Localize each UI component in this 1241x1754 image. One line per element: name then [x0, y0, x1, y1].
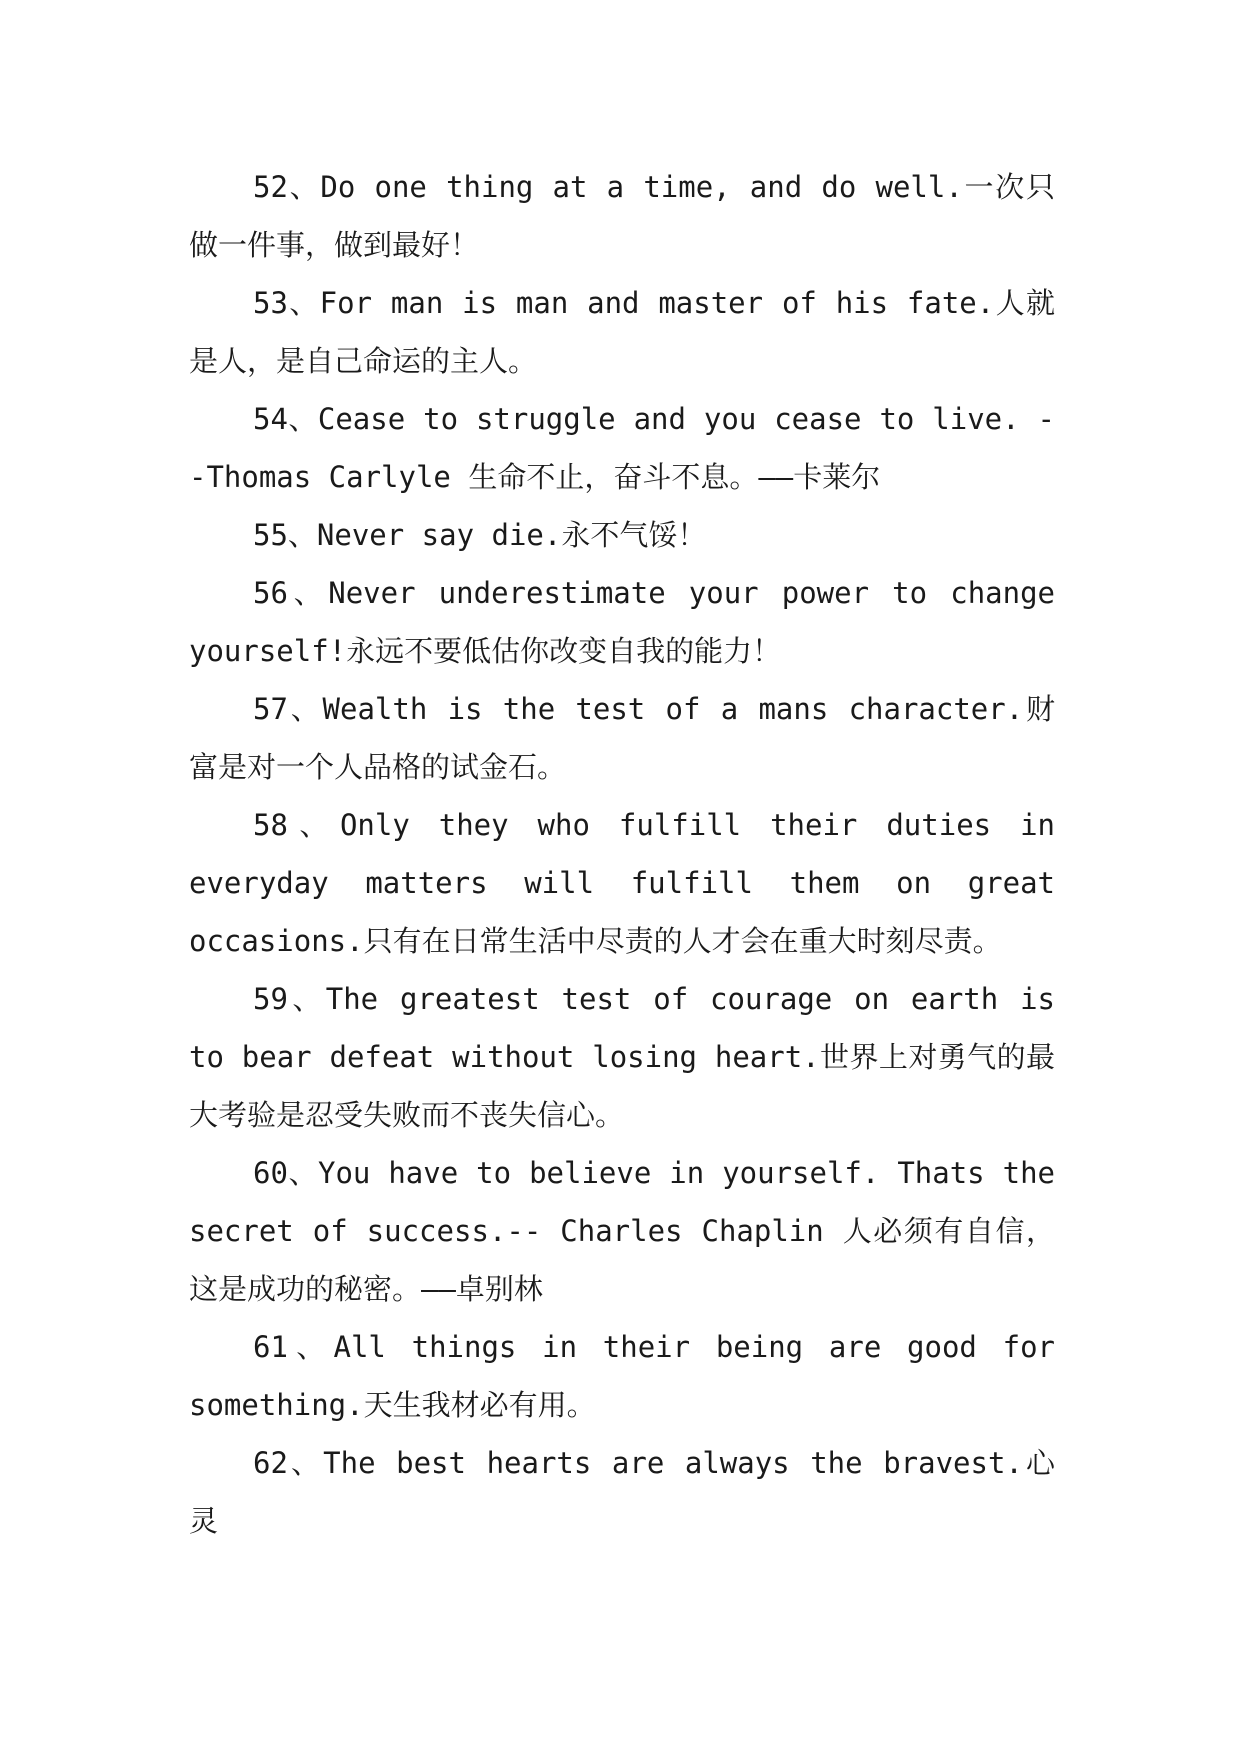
quote-paragraph-55: 55、Never say die.永不气馁！ — [253, 518, 707, 552]
quote-paragraph-60: 60、You have to believe in yourself. Thats the secret of success.-- Charles Chaplin 人必须有自信，这是成功的秘密。——卓别林 — [189, 1156, 1055, 1306]
quote-paragraph-61: 61、All things in their being are good for something.天生我材必有用。 — [189, 1330, 1055, 1422]
quote-paragraph-56: 56、Never underestimate your power to change yourself!永远不要低估你改变自我的能力！ — [189, 576, 1055, 668]
quote-paragraph-52: 52、Do one thing at a time, and do well.一次只做一件事，做到最好！ — [189, 170, 1055, 262]
quote-paragraph-58: 58、Only they who fulfill their duties in everyday matters will fulfill them on great occasions.只有在日常生活中尽责的人才会在重大时刻尽责。 — [189, 808, 1055, 958]
quote-list — [189, 158, 1055, 1550]
quote-paragraph-57: 57、Wealth is the test of a mans character.财富是对一个人品格的试金石。 — [189, 692, 1055, 784]
quote-paragraph-59: 59、The greatest test of courage on earth is to bear defeat without losing heart.世界上对勇气的最大考验是忍受失败而不丧失信心。 — [189, 982, 1055, 1132]
quote-paragraph-54: 54、Cease to struggle and you cease to live. --Thomas Carlyle 生命不止，奋斗不息。——卡莱尔 — [189, 402, 1055, 494]
quote-paragraph-53: 53、For man is man and master of his fate.人就是人，是自己命运的主人。 — [189, 286, 1055, 378]
quote-paragraph-62: 62、The best hearts are always the bravest.心灵 — [189, 1446, 1055, 1538]
